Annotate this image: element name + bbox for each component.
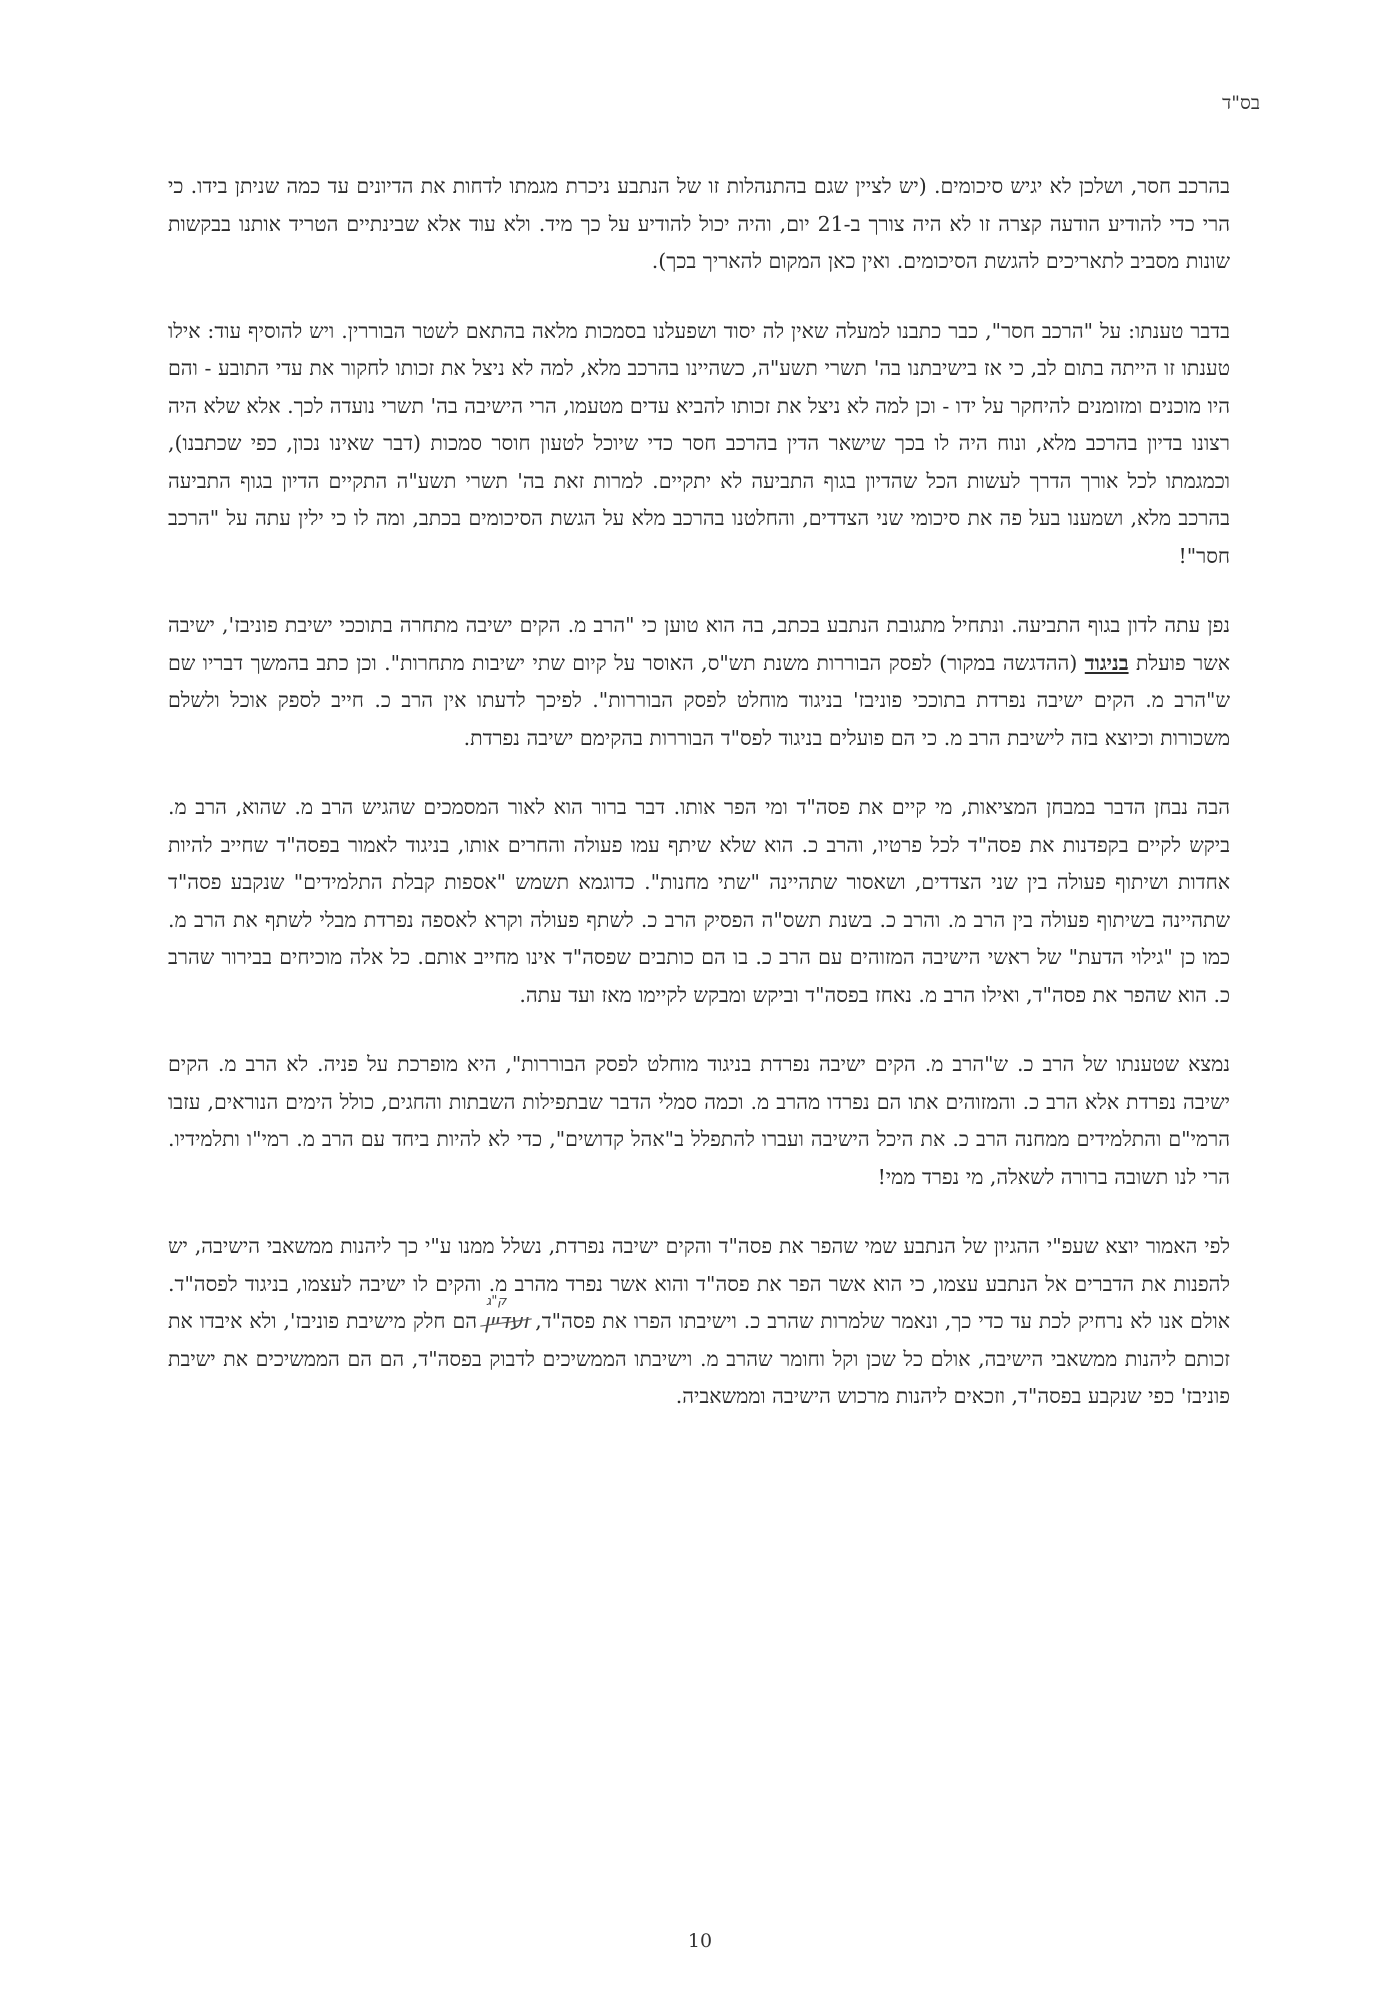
- paragraph-6-text-before: לפי האמור יוצא שעפ"י ההגיון של הנתבע שמי שהפר את פסה"ד והקים ישיבה נפרדת, נשלל ממנו ע"י כך ליהנות ממשאבי הישיבה, יש להפנות את הדברים אל הנתבע עצמו, כי הוא אשר הפר את פסה"ד והוא אשר נפרד מהרב מ. והקים לו ישיבה לעצמו, בניגוד לפסה"ד. אולם אנו לא נרחיק לכת עד כדי כך, ונאמר שלמרות שהרב כ. וישיבתו הפרו את פסה"ד,: [168, 1234, 1230, 1333]
- paragraph-3-text-before: נפן עתה לדון בגוף התביעה. ונתחיל מתגובת הנתבע בכתב, בה הוא טוען כי "הרב מ. הקים ישיבה מתחרה בתוככי ישיבת פוניבז', ישיבה אשר פועלת: [168, 613, 1230, 675]
- paragraph-6-text-after: הם חלק מישיבת פוניבז', ולא איבדו את זכותם ליהנות ממשאבי הישיבה, אולם כל שכן וקל וחומר שהרב מ. וישיבתו הממשיכים לדבוק בפסה"ד, הם הם הממשיכים את ישיבת פוניבז' כפי שנקבע בפסה"ד, וזכאים ליהנות מרכוש הישיבה וממשאביה.: [168, 1309, 1230, 1408]
- paragraph-6: [168, 1228, 1230, 1416]
- paragraph-4: הבה נבחן הדבר במבחן המציאות, מי קיים את פסה"ד ומי הפר אותו. דבר ברור הוא לאור המסמכים שהגיש הרב מ. שהוא, הרב מ. ביקש לקיים בקפדנות את פסה"ד לכל פרטיו, והרב כ. הוא שלא שיתף עמו פעולה והחרים אותו, בניגוד לאמור בפסה"ד שחייב להיות אחדות ושיתוף פעולה בין שני הצדדים, ושאסור שתהיינה "שתי מחנות". כדוגמא תשמש "אספות קבלת התלמידים" שנקבע פסה"ד שתהיינה בשיתוף פעולה בין הרב מ. והרב כ. בשנת תשס"ה הפסיק הרב כ. לשתף פעולה וקרא לאספה נפרדת מבלי לשתף את הרב מ. כמו כן "גילוי הדעת" של ראשי הישיבה המזוהים עם הרב כ. בו הם כותבים שפסה"ד אינו מחייב אותם. כל אלה מוכיחים בבירור שהרב כ. הוא שהפר את פסה"ד, ואילו הרב מ. נאחז בפסה"ד וביקש ומבקש לקיימו מאז ועד עתה.: [168, 795, 1230, 1007]
- paragraph-1: בהרכב חסר, ושלכן לא יגיש סיכומים. (יש לציין שגם בהתנהלות זו של הנתבע ניכרת מגמתו לדחות את הדיונים עד כמה שניתן בידו. כי הרי כדי להודיע הודעה קצרה זו לא היה צורך ב-21 יום, והיה יכול להודיע על כך מיד. ולא עוד אלא שבינתיים הטריד אותנו בבקשות שונות מסביב לתאריכים להגשת הסיכומים. ואין כאן המקום להאריך בכך).: [168, 174, 1230, 273]
- body-text: [168, 168, 1230, 1416]
- header-mark: בס"ד: [1222, 92, 1260, 114]
- page-number: 10: [687, 1930, 713, 1952]
- handwritten-correction: [483, 1294, 529, 1341]
- paragraph-3: [168, 607, 1230, 757]
- paragraph-5: נמצא שטענתו של הרב כ. ש"הרב מ. הקים ישיבה נפרדת בניגוד מוחלט לפסק הבוררות", היא מופרכת על פניה. לא הרב מ. הקים ישיבה נפרדת אלא הרב כ. והמזוהים אתו הם נפרדו מהרב מ. וכמה סמלי הדבר שבתפילות השבתות והחגים, כולל הימים הנוראים, עזבו הרמי"ם והתלמידים ממחנה הרב כ. את היכל הישיבה ועברו להתפלל ב"אהל קדושים", כדי לא להיות ביחד עם הרב מ. רמי"ו ותלמידיו. הרי לנו תשובה ברורה לשאלה, מי נפרד ממי!: [168, 1052, 1230, 1189]
- struck-word: ועדיין: [483, 1309, 529, 1333]
- paragraph-2: בדבר טענתו: על "הרכב חסר", כבר כתבנו למעלה שאין לה יסוד ושפעלנו בסמכות מלאה בהתאם לשטר הבוררין. ויש להוסיף עוד: אילו טענתו זו הייתה בתום לב, כי אז בישיבתנו בה' תשרי תשע"ה, כשהיינו בהרכב מלא, למה לא ניצל את זכותו לחקור את עדי התובע - והם היו מוכנים ומזומנים להיחקר על ידו - וכן למה לא ניצל את זכותו להביא עדים מטעמו, הרי הישיבה בה' תשרי נועדה לכך. אלא שלא היה רצונו בדיון בהרכב מלא, ונוח היה לו בכך שישאר הדין בהרכב חסר כדי שיוכל לטעון חוסר סמכות (דבר שאינו נכון, כפי שכתבנו), וכמגמתו לכל אורך הדרך לעשות הכל שהדיון בגוף התביעה לא יתקיים. למרות זאת בה' תשרי תשע"ה התקיים הדיון בגוף התביעה בהרכב מלא, ושמענו בעל פה את סיכומי שני הצדדים, והחלטנו בהרכב מלא על הגשת הסיכומים בכתב, ומה לו כי ילין עתה על "הרכב חסר"!: [167, 318, 1230, 568]
- paragraph-3-text-after: (ההדגשה במקור) לפסק הבוררות משנת תש"ס, האוסר על קיום שתי ישיבות מתחרות". וכן כתב בהמשך דבריו שם ש"הרב מ. הקים ישיבה נפרדת בתוככי פוניבז' בניגוד מוחלט לפסק הבוררות". לפיכך לדעתו אין הרב כ. חייב לספק אוכל ולשלם משכורות וכיוצא בזה לישיבת הרב מ. כי הם פועלים בניגוד לפס"ד הבוררות בהקימם ישיבה נפרדת.: [168, 650, 1230, 750]
- emphasized-word: בניגוד: [1084, 650, 1129, 675]
- handwritten-note: ק"ג: [485, 1294, 507, 1309]
